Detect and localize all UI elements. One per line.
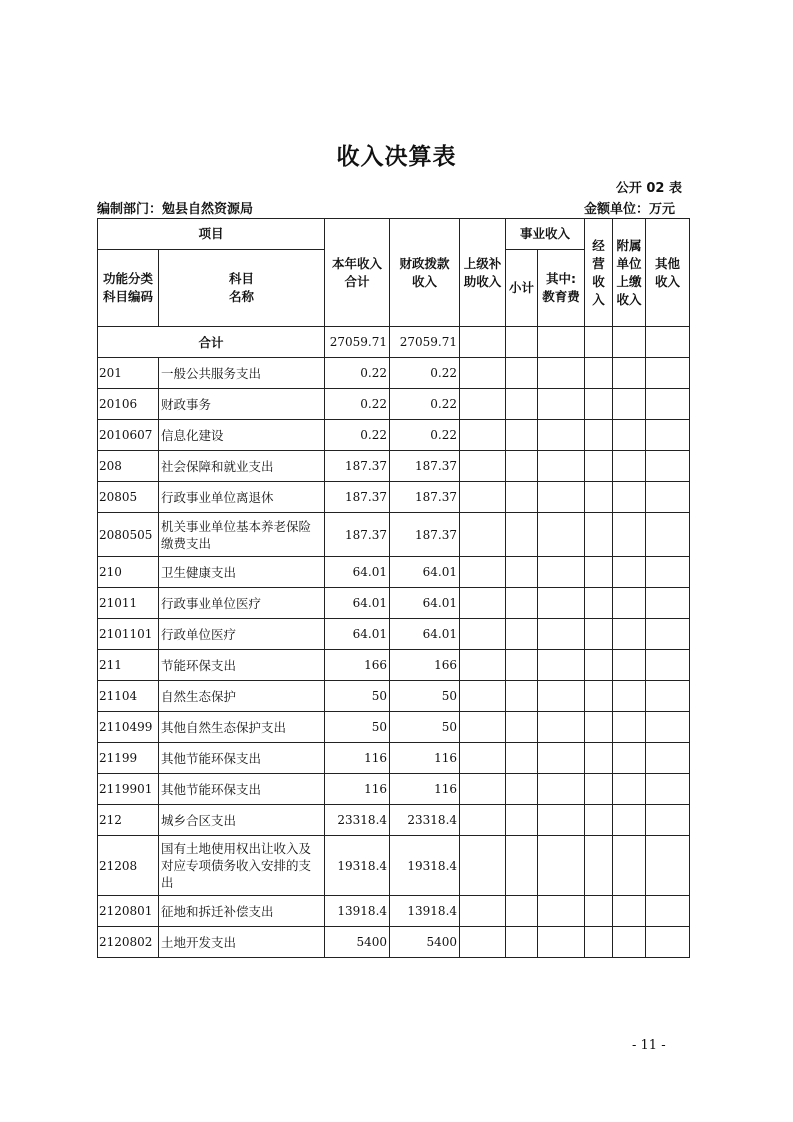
- code-cell: 2110499: [98, 712, 159, 743]
- empty-cell: [538, 482, 585, 513]
- empty-cell: [585, 420, 613, 451]
- empty-cell: [506, 588, 538, 619]
- empty-cell: [460, 927, 506, 958]
- name-cell: 行政事业单位医疗: [159, 588, 325, 619]
- total-income-cell: 0.22: [325, 358, 390, 389]
- empty-cell: [613, 805, 646, 836]
- empty-cell: [646, 774, 690, 805]
- empty-cell: [585, 451, 613, 482]
- empty-cell: [506, 482, 538, 513]
- empty-cell: [646, 836, 690, 896]
- code-cell: 212: [98, 805, 159, 836]
- empty-cell: [538, 927, 585, 958]
- fiscal-cell: 50: [390, 681, 460, 712]
- empty-cell: [585, 774, 613, 805]
- name-cell: 其他节能环保支出: [159, 743, 325, 774]
- empty-cell: [506, 451, 538, 482]
- empty-cell: [585, 358, 613, 389]
- name-cell: 机关事业单位基本养老保险缴费支出: [159, 513, 325, 557]
- table-row: [98, 619, 690, 650]
- empty-cell: [646, 588, 690, 619]
- fiscal-cell: 116: [390, 743, 460, 774]
- empty-cell: [585, 619, 613, 650]
- empty-cell: [613, 389, 646, 420]
- empty-cell: [538, 896, 585, 927]
- code-cell: 20805: [98, 482, 159, 513]
- empty-cell: [613, 743, 646, 774]
- empty-cell: [506, 774, 538, 805]
- empty-cell: [460, 389, 506, 420]
- empty-cell: [460, 420, 506, 451]
- empty-cell: [460, 557, 506, 588]
- empty-cell: [460, 681, 506, 712]
- table-row: [98, 513, 690, 557]
- empty-cell: [460, 588, 506, 619]
- empty-cell: [585, 927, 613, 958]
- total-income-cell: 116: [325, 743, 390, 774]
- table-row: [98, 896, 690, 927]
- empty-cell: [613, 681, 646, 712]
- page-number: - 11 -: [632, 1038, 666, 1053]
- empty-cell: [460, 836, 506, 896]
- empty-cell: [538, 451, 585, 482]
- name-cell: 信息化建设: [159, 420, 325, 451]
- table-row: [98, 774, 690, 805]
- empty-cell: [585, 389, 613, 420]
- empty-cell: [506, 358, 538, 389]
- empty-cell: [646, 927, 690, 958]
- empty-cell: [585, 743, 613, 774]
- fiscal-cell: 0.22: [390, 358, 460, 389]
- total-income-cell: 116: [325, 774, 390, 805]
- empty-cell: [646, 896, 690, 927]
- empty-cell: [506, 619, 538, 650]
- empty-cell: [506, 836, 538, 896]
- code-cell: 2119901: [98, 774, 159, 805]
- name-cell: 社会保障和就业支出: [159, 451, 325, 482]
- name-cell: 行政单位医疗: [159, 619, 325, 650]
- code-cell: 208: [98, 451, 159, 482]
- header-fiscal: 财政拨款 收入: [390, 219, 460, 327]
- empty-cell: [538, 681, 585, 712]
- table-body: [98, 327, 690, 958]
- empty-cell: [460, 805, 506, 836]
- empty-cell: [538, 588, 585, 619]
- empty-cell: [460, 896, 506, 927]
- code-cell: 211: [98, 650, 159, 681]
- empty-cell: [506, 513, 538, 557]
- fiscal-cell: 187.37: [390, 513, 460, 557]
- empty-cell: [646, 805, 690, 836]
- name-cell: 国有土地使用权出让收入及对应专项债务收入安排的支出: [159, 836, 325, 896]
- code-cell: 2010607: [98, 420, 159, 451]
- total-income-cell: 50: [325, 681, 390, 712]
- fiscal-cell: 19318.4: [390, 836, 460, 896]
- code-cell: 2080505: [98, 513, 159, 557]
- empty-cell: [613, 774, 646, 805]
- total-income-cell: 64.01: [325, 557, 390, 588]
- empty-cell: [585, 557, 613, 588]
- empty-cell: [646, 389, 690, 420]
- fiscal-cell: 64.01: [390, 588, 460, 619]
- empty-cell: [646, 327, 690, 358]
- table-row: [98, 836, 690, 896]
- empty-cell: [538, 420, 585, 451]
- empty-cell: [538, 358, 585, 389]
- empty-cell: [613, 358, 646, 389]
- form-code: 公开 02 表: [615, 181, 682, 196]
- table-row: [98, 743, 690, 774]
- empty-cell: [646, 358, 690, 389]
- fiscal-cell: 116: [390, 774, 460, 805]
- fiscal-cell: 13918.4: [390, 896, 460, 927]
- empty-cell: [460, 619, 506, 650]
- code-cell: 20106: [98, 389, 159, 420]
- code-cell: 2120802: [98, 927, 159, 958]
- empty-cell: [613, 712, 646, 743]
- header-other: 其他 收入: [646, 219, 690, 327]
- empty-cell: [613, 482, 646, 513]
- empty-cell: [585, 482, 613, 513]
- empty-cell: [646, 681, 690, 712]
- name-cell: 一般公共服务支出: [159, 358, 325, 389]
- code-cell: 21011: [98, 588, 159, 619]
- empty-cell: [506, 420, 538, 451]
- empty-cell: [506, 681, 538, 712]
- empty-cell: [646, 513, 690, 557]
- table-row: [98, 805, 690, 836]
- total-income-cell: 23318.4: [325, 805, 390, 836]
- department-label: 编制部门：勉县自然资源局: [97, 202, 254, 217]
- header-superior: 上级补 助收入: [460, 219, 506, 327]
- total-income-cell: 187.37: [325, 451, 390, 482]
- empty-cell: [538, 650, 585, 681]
- total-income-cell: 0.22: [325, 420, 390, 451]
- header-project: 项目: [98, 219, 325, 250]
- empty-cell: [646, 650, 690, 681]
- empty-cell: [585, 712, 613, 743]
- empty-cell: [585, 896, 613, 927]
- code-cell: 210: [98, 557, 159, 588]
- code-cell: 21199: [98, 743, 159, 774]
- empty-cell: [460, 482, 506, 513]
- total-income-cell: 187.37: [325, 513, 390, 557]
- empty-cell: [506, 896, 538, 927]
- table-row: [98, 389, 690, 420]
- header-subtotal: 小计: [506, 250, 538, 327]
- total-fiscal-value: 27059.71: [390, 327, 460, 358]
- empty-cell: [538, 619, 585, 650]
- empty-cell: [506, 557, 538, 588]
- empty-cell: [613, 896, 646, 927]
- empty-cell: [538, 557, 585, 588]
- empty-cell: [585, 588, 613, 619]
- empty-cell: [585, 650, 613, 681]
- empty-cell: [613, 619, 646, 650]
- empty-cell: [506, 389, 538, 420]
- empty-cell: [538, 805, 585, 836]
- name-cell: 行政事业单位离退休: [159, 482, 325, 513]
- total-income-cell: 0.22: [325, 389, 390, 420]
- table-row: [98, 650, 690, 681]
- code-cell: 21208: [98, 836, 159, 896]
- empty-cell: [506, 327, 538, 358]
- empty-cell: [460, 451, 506, 482]
- empty-cell: [613, 451, 646, 482]
- empty-cell: [506, 805, 538, 836]
- page-title: 收入决算表: [336, 144, 457, 170]
- name-cell: 节能环保支出: [159, 650, 325, 681]
- table-header: [98, 219, 690, 327]
- header-affiliated: 附属 单位 上缴 收入: [613, 219, 646, 327]
- empty-cell: [585, 513, 613, 557]
- table-row: [98, 482, 690, 513]
- empty-cell: [646, 557, 690, 588]
- header-operating: 经 营 收 入: [585, 219, 613, 327]
- empty-cell: [613, 836, 646, 896]
- empty-cell: [613, 327, 646, 358]
- total-income-cell: 187.37: [325, 482, 390, 513]
- fiscal-cell: 23318.4: [390, 805, 460, 836]
- total-income-cell: 64.01: [325, 619, 390, 650]
- table-row: [98, 927, 690, 958]
- empty-cell: [585, 805, 613, 836]
- empty-cell: [613, 557, 646, 588]
- fiscal-cell: 187.37: [390, 451, 460, 482]
- header-subject-name: 科目 名称: [159, 250, 325, 327]
- empty-cell: [460, 358, 506, 389]
- empty-cell: [585, 681, 613, 712]
- total-income-value: 27059.71: [325, 327, 390, 358]
- name-cell: 其他节能环保支出: [159, 774, 325, 805]
- empty-cell: [538, 389, 585, 420]
- code-cell: 2120801: [98, 896, 159, 927]
- code-cell: 201: [98, 358, 159, 389]
- fiscal-cell: 5400: [390, 927, 460, 958]
- empty-cell: [646, 482, 690, 513]
- name-cell: 城乡合区支出: [159, 805, 325, 836]
- empty-cell: [460, 650, 506, 681]
- empty-cell: [506, 712, 538, 743]
- fiscal-cell: 50: [390, 712, 460, 743]
- header-total-income: 本年收入 合计: [325, 219, 390, 327]
- total-income-cell: 166: [325, 650, 390, 681]
- empty-cell: [460, 327, 506, 358]
- empty-cell: [646, 619, 690, 650]
- empty-cell: [613, 513, 646, 557]
- table-row: [98, 712, 690, 743]
- total-income-cell: 5400: [325, 927, 390, 958]
- total-income-cell: 19318.4: [325, 836, 390, 896]
- empty-cell: [646, 712, 690, 743]
- empty-cell: [460, 513, 506, 557]
- fiscal-cell: 64.01: [390, 557, 460, 588]
- empty-cell: [613, 927, 646, 958]
- empty-cell: [613, 650, 646, 681]
- code-cell: 2101101: [98, 619, 159, 650]
- table-row: [98, 681, 690, 712]
- total-income-cell: 13918.4: [325, 896, 390, 927]
- total-row: [98, 327, 690, 358]
- empty-cell: [538, 712, 585, 743]
- empty-cell: [506, 927, 538, 958]
- fiscal-cell: 0.22: [390, 420, 460, 451]
- empty-cell: [460, 712, 506, 743]
- name-cell: 土地开发支出: [159, 927, 325, 958]
- total-income-cell: 50: [325, 712, 390, 743]
- empty-cell: [585, 327, 613, 358]
- name-cell: 财政事务: [159, 389, 325, 420]
- fiscal-cell: 187.37: [390, 482, 460, 513]
- header-func-code: 功能分类 科目编码: [98, 250, 159, 327]
- empty-cell: [613, 588, 646, 619]
- name-cell: 自然生态保护: [159, 681, 325, 712]
- header-business: 事业收入: [506, 219, 585, 250]
- table-row: [98, 358, 690, 389]
- empty-cell: [646, 451, 690, 482]
- income-table: [97, 218, 690, 958]
- total-label: 合计: [98, 327, 325, 358]
- fiscal-cell: 0.22: [390, 389, 460, 420]
- empty-cell: [538, 327, 585, 358]
- header-education: 其中: 教育费: [538, 250, 585, 327]
- unit-label: 金额单位：万元: [583, 202, 675, 217]
- empty-cell: [646, 420, 690, 451]
- empty-cell: [538, 743, 585, 774]
- table-row: [98, 588, 690, 619]
- code-cell: 21104: [98, 681, 159, 712]
- fiscal-cell: 166: [390, 650, 460, 681]
- total-income-cell: 64.01: [325, 588, 390, 619]
- empty-cell: [538, 513, 585, 557]
- table-row: [98, 557, 690, 588]
- empty-cell: [538, 774, 585, 805]
- empty-cell: [506, 743, 538, 774]
- empty-cell: [460, 774, 506, 805]
- empty-cell: [538, 836, 585, 896]
- empty-cell: [506, 650, 538, 681]
- name-cell: 征地和拆迁补偿支出: [159, 896, 325, 927]
- table-row: [98, 451, 690, 482]
- name-cell: 卫生健康支出: [159, 557, 325, 588]
- table-row: [98, 420, 690, 451]
- fiscal-cell: 64.01: [390, 619, 460, 650]
- empty-cell: [646, 743, 690, 774]
- empty-cell: [585, 836, 613, 896]
- name-cell: 其他自然生态保护支出: [159, 712, 325, 743]
- empty-cell: [460, 743, 506, 774]
- empty-cell: [613, 420, 646, 451]
